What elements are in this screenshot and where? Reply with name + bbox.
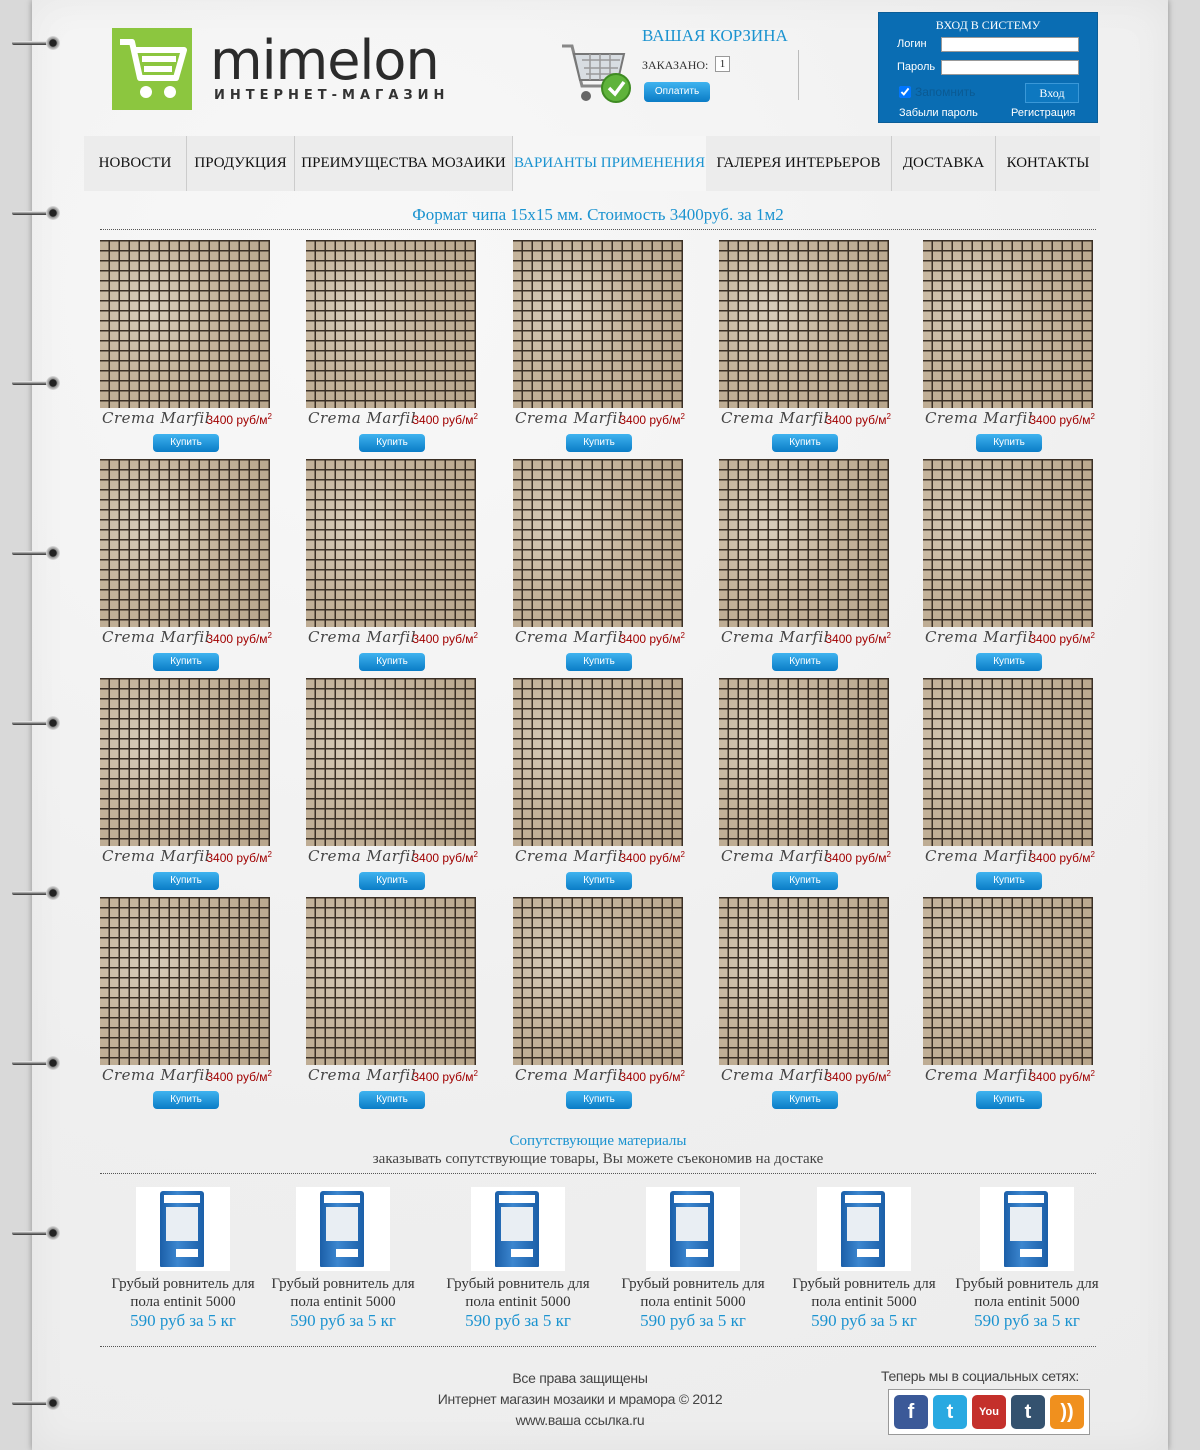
buy-button[interactable]: Купить — [976, 653, 1042, 671]
product-image[interactable] — [306, 678, 476, 846]
product-price: 3400 руб/$м^2$ — [412, 850, 478, 865]
product-name[interactable]: Crema Marfil — [308, 628, 417, 646]
buy-button[interactable]: Купить — [976, 434, 1042, 452]
related-item — [108, 1187, 258, 1337]
product-card — [719, 678, 891, 890]
logo-name: mimelon — [210, 29, 439, 92]
product-image[interactable] — [100, 897, 270, 1065]
tumblr-icon[interactable]: t — [1011, 1395, 1045, 1429]
product-card — [513, 678, 685, 890]
buy-button[interactable]: Купить — [153, 434, 219, 452]
product-name[interactable]: Crema Marfil — [102, 847, 211, 865]
related-item-name[interactable]: Грубый ровнитель для пола entinit 5000 — [955, 1276, 1099, 1310]
footer-link[interactable]: www.ваша ссылка.ru — [515, 1412, 645, 1428]
related-item — [952, 1187, 1102, 1337]
pay-button[interactable]: Оплатить — [644, 82, 710, 102]
main-nav — [84, 136, 1100, 191]
product-image[interactable] — [719, 678, 889, 846]
product-price: 3400 руб/$м^2$ — [619, 412, 685, 427]
product-image[interactable] — [923, 240, 1093, 408]
product-name[interactable]: Crema Marfil — [721, 409, 830, 427]
product-name[interactable]: Crema Marfil — [102, 1066, 211, 1084]
ring-icon — [12, 206, 58, 220]
product-price: 3400 руб/$м^2$ — [412, 412, 478, 427]
social-title: Теперь мы в социальных сетях: — [880, 1368, 1079, 1384]
product-card — [100, 240, 272, 452]
product-price: 3400 руб/$м^2$ — [206, 412, 272, 427]
divider — [100, 1346, 1096, 1347]
divider — [100, 229, 1096, 230]
buy-button[interactable]: Купить — [566, 434, 632, 452]
logo-cart-icon — [112, 28, 192, 110]
related-item-name[interactable]: Грубый ровнитель для пола entinit 5000 — [792, 1276, 936, 1310]
login-label: Логин — [897, 38, 927, 50]
youtube-icon[interactable]: You — [972, 1395, 1006, 1429]
product-price: 3400 руб/$м^2$ — [825, 631, 891, 646]
related-item-name[interactable]: Грубый ровнитель для пола entinit 5000 — [621, 1276, 765, 1310]
product-card — [719, 240, 891, 452]
remember-checkbox[interactable] — [899, 86, 911, 98]
buy-button[interactable]: Купить — [359, 434, 425, 452]
product-name[interactable]: Crema Marfil — [515, 1066, 624, 1084]
product-image[interactable] — [100, 240, 270, 408]
footer-rights: Все права защищены — [512, 1370, 648, 1386]
product-name[interactable]: Crema Marfil — [515, 847, 624, 865]
footer-copyright: Интернет магазин мозаики и мрамора © 2012 — [437, 1391, 723, 1407]
product-name[interactable]: Crema Marfil — [102, 409, 211, 427]
product-name[interactable]: Crema Marfil — [925, 409, 1034, 427]
buy-button[interactable]: Купить — [153, 872, 219, 890]
product-price: 3400 руб/$м^2$ — [619, 631, 685, 646]
buy-button[interactable]: Купить — [976, 872, 1042, 890]
related-item-price: 590 руб за 5 кг — [974, 1311, 1080, 1330]
related-item-price: 590 руб за 5 кг — [130, 1311, 236, 1330]
buy-button[interactable]: Купить — [976, 1091, 1042, 1109]
ring-icon — [12, 1396, 58, 1410]
nav-item-advantages[interactable]: ПРЕИМУЩЕСТВА МОЗАИКИ — [295, 136, 513, 191]
product-name[interactable]: Crema Marfil — [721, 1066, 830, 1084]
product-price: 3400 руб/$м^2$ — [412, 631, 478, 646]
products-title: Формат чипа 15х15 мм. Стоимость 3400руб. за 1м2 — [412, 205, 784, 224]
remember-label: Запомнить — [915, 85, 976, 99]
buy-button[interactable]: Купить — [566, 1091, 632, 1109]
related-item — [443, 1187, 593, 1337]
related-item — [268, 1187, 418, 1337]
related-subtitle: заказывать сопутствующие товары, Вы можете съекономив на достаке — [372, 1151, 824, 1167]
buy-button[interactable]: Купить — [772, 434, 838, 452]
product-card — [306, 240, 478, 452]
ring-icon — [12, 376, 58, 390]
product-image[interactable] — [513, 678, 683, 846]
nav-item-delivery[interactable]: ДОСТАВКА — [892, 136, 996, 191]
product-name[interactable]: Crema Marfil — [515, 409, 624, 427]
buy-button[interactable]: Купить — [772, 1091, 838, 1109]
forgot-password-link[interactable]: Забыли пароль — [899, 107, 978, 119]
nav-item-contacts[interactable]: КОНТАКТЫ — [1006, 155, 1090, 171]
product-card — [923, 459, 1095, 671]
product-card — [923, 240, 1095, 452]
buy-button[interactable]: Купить — [566, 653, 632, 671]
password-input[interactable] — [941, 60, 1079, 75]
rss-icon[interactable]: )) — [1050, 1395, 1084, 1429]
product-card — [306, 897, 478, 1109]
ring-icon — [12, 36, 58, 50]
product-bag-image[interactable] — [646, 1187, 740, 1271]
product-price: 3400 руб/$м^2$ — [1029, 412, 1095, 427]
product-bag-image[interactable] — [817, 1187, 911, 1271]
product-card — [306, 678, 478, 890]
product-bag-image[interactable] — [980, 1187, 1074, 1271]
product-bag-image[interactable] — [136, 1187, 230, 1271]
footer-info — [430, 1368, 730, 1431]
product-image[interactable] — [513, 897, 683, 1065]
product-card — [100, 897, 272, 1109]
product-image[interactable] — [306, 897, 476, 1065]
shopping-cart-icon[interactable] — [560, 40, 636, 115]
cart-ordered-label: ЗАКАЗАНО: — [642, 58, 709, 72]
product-card — [923, 678, 1095, 890]
product-image[interactable] — [719, 897, 889, 1065]
product-image[interactable] — [513, 459, 683, 627]
product-bag-image[interactable] — [296, 1187, 390, 1271]
product-card — [923, 897, 1095, 1109]
product-price: 3400 руб/$м^2$ — [412, 1069, 478, 1084]
nav-item-applications[interactable]: ВАРИАНТЫ ПРИМЕНЕНИЯ — [513, 136, 706, 191]
product-card — [100, 678, 272, 890]
product-card — [719, 459, 891, 671]
facebook-icon[interactable]: f — [894, 1395, 928, 1429]
nav-item-products[interactable]: ПРОДУКЦИЯ — [187, 136, 295, 191]
buy-button[interactable]: Купить — [772, 653, 838, 671]
twitter-icon[interactable]: t — [933, 1395, 967, 1429]
product-card — [719, 897, 891, 1109]
product-image[interactable] — [923, 678, 1093, 846]
ring-icon — [12, 1056, 58, 1070]
ring-icon — [12, 716, 58, 730]
nav-item-gallery[interactable]: ГАЛЕРЕЯ ИНТЕРЬЕРОВ — [706, 136, 892, 191]
ring-icon — [12, 546, 58, 560]
related-item-price: 590 руб за 5 кг — [811, 1311, 917, 1330]
product-image[interactable] — [306, 459, 476, 627]
logo-tagline: ИНТЕРНЕТ-МАГАЗИН — [214, 88, 450, 103]
related-item-price: 590 руб за 5 кг — [640, 1311, 746, 1330]
product-image[interactable] — [719, 459, 889, 627]
product-name[interactable]: Crema Marfil — [308, 1066, 417, 1084]
product-price: 3400 руб/$м^2$ — [619, 850, 685, 865]
buy-button[interactable]: Купить — [359, 653, 425, 671]
product-card — [513, 240, 685, 452]
buy-button[interactable]: Купить — [566, 872, 632, 890]
nav-item-news[interactable]: НОВОСТИ — [84, 136, 187, 191]
site-logo[interactable] — [112, 28, 452, 112]
product-name[interactable]: Crema Marfil — [925, 847, 1034, 865]
product-card — [100, 459, 272, 671]
product-price: 3400 руб/$м^2$ — [825, 412, 891, 427]
related-item-name[interactable]: Грубый ровнитель для пола entinit 5000 — [271, 1276, 415, 1310]
product-image[interactable] — [306, 240, 476, 408]
product-name[interactable]: Crema Marfil — [515, 628, 624, 646]
header-divider — [798, 50, 799, 100]
buy-button[interactable]: Купить — [359, 872, 425, 890]
product-name[interactable]: Crema Marfil — [308, 847, 417, 865]
cart-title[interactable]: ВАШАЯ КОРЗИНА — [642, 26, 788, 45]
buy-button[interactable]: Купить — [153, 1091, 219, 1109]
login-input[interactable] — [941, 37, 1079, 52]
product-price: 3400 руб/$м^2$ — [825, 850, 891, 865]
login-box — [878, 12, 1098, 123]
product-name[interactable]: Crema Marfil — [102, 628, 211, 646]
product-name[interactable]: Crema Marfil — [925, 628, 1034, 646]
related-title: Сопутствующие материалы — [509, 1133, 687, 1149]
product-name[interactable]: Crema Marfil — [721, 628, 830, 646]
product-bag-image[interactable] — [471, 1187, 565, 1271]
related-item-name[interactable]: Грубый ровнитель для пола entinit 5000 — [446, 1276, 590, 1310]
password-label: Пароль — [897, 61, 936, 73]
ring-icon — [12, 886, 58, 900]
product-image[interactable] — [513, 240, 683, 408]
product-name[interactable]: Crema Marfil — [721, 847, 830, 865]
remember-checkbox-label[interactable] — [899, 85, 975, 99]
product-image[interactable] — [719, 240, 889, 408]
product-price: 3400 руб/$м^2$ — [1029, 850, 1095, 865]
buy-button[interactable]: Купить — [772, 872, 838, 890]
ring-icon — [12, 1226, 58, 1240]
product-price: 3400 руб/$м^2$ — [206, 631, 272, 646]
product-card — [513, 459, 685, 671]
login-button[interactable]: Вход — [1025, 83, 1079, 103]
related-item-price: 590 руб за 5 кг — [465, 1311, 571, 1330]
related-item — [789, 1187, 939, 1337]
product-price: 3400 руб/$м^2$ — [206, 1069, 272, 1084]
register-link[interactable]: Регистрация — [1011, 107, 1076, 119]
product-name[interactable]: Crema Marfil — [925, 1066, 1034, 1084]
product-price: 3400 руб/$м^2$ — [1029, 631, 1095, 646]
product-image[interactable] — [100, 459, 270, 627]
product-price: 3400 руб/$м^2$ — [1029, 1069, 1095, 1084]
buy-button[interactable]: Купить — [153, 653, 219, 671]
related-item-name[interactable]: Грубый ровнитель для пола entinit 5000 — [111, 1276, 255, 1310]
product-image[interactable] — [923, 897, 1093, 1065]
social-links — [888, 1389, 1090, 1435]
product-image[interactable] — [100, 678, 270, 846]
product-price: 3400 руб/$м^2$ — [206, 850, 272, 865]
cart-widget — [560, 26, 800, 110]
product-card — [306, 459, 478, 671]
cart-count: 1 — [715, 56, 730, 72]
product-price: 3400 руб/$м^2$ — [619, 1069, 685, 1084]
related-item-price: 590 руб за 5 кг — [290, 1311, 396, 1330]
product-card — [513, 897, 685, 1109]
product-price: 3400 руб/$м^2$ — [825, 1069, 891, 1084]
buy-button[interactable]: Купить — [359, 1091, 425, 1109]
product-name[interactable]: Crema Marfil — [308, 409, 417, 427]
product-image[interactable] — [923, 459, 1093, 627]
divider — [100, 1173, 1096, 1174]
login-title: ВХОД В СИСТЕМУ — [935, 18, 1041, 32]
related-item — [618, 1187, 768, 1337]
